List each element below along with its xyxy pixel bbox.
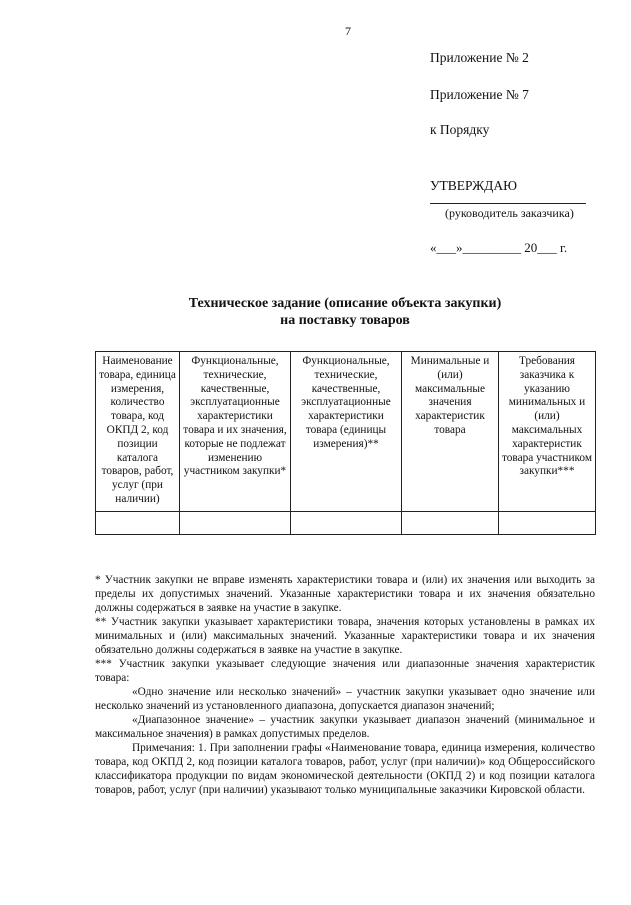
signature-line	[430, 203, 586, 204]
header-cell-name: Наименование товара, единица измерения, количество товара, код ОКПД 2, код позиции каталога товаров, работ, услуг (при наличии)	[96, 352, 180, 512]
note-3b: «Диапазонное значение» – участник закупки указывает диапазон значений (минимальное и максимальное значения) в рамках допустимых пределов.	[95, 714, 595, 740]
page-number: 7	[345, 24, 351, 38]
table-cell[interactable]	[402, 511, 499, 534]
note-2: ** Участник закупки указывает характеристики товара, значения которых установлены в рамках их минимальных и (или) максимальных значений. Указанные характеристики товара и их значения обязательно должны содержаться в заявке на участие в закупке.	[95, 616, 595, 656]
title-line-2: на поставку товаров	[280, 313, 410, 328]
note-1: * Участник закупки не вправе изменять характеристики товара и (или) их значения или выходить за пределы их допустимых значений. Указанные характеристики товара и их значения обязательно должны содержаться в заявке на участие в закупке.	[95, 574, 595, 614]
appendix-label-1: Приложение № 2	[430, 50, 529, 65]
appendix-label-2: Приложение № 7	[430, 87, 529, 102]
table-cell[interactable]	[499, 511, 596, 534]
header-cell-requirements: Требования заказчика к указанию минимальных и (или) максимальных характеристик товара участником закупки***	[499, 352, 596, 512]
table-cell[interactable]	[291, 511, 402, 534]
table-cell[interactable]	[96, 511, 180, 534]
note-3a: «Одно значение или несколько значений» – участник закупки указывает одно значение или несколько значений из установленного диапазона, допускается диапазон значений;	[95, 686, 595, 712]
header-cell-fixed-characteristics: Функциональные, технические, качественные, эксплуатационные характеристики товара и их значения, которые не подлежат изменению участником закупки*	[180, 352, 291, 512]
header-cell-min-max-values: Минимальные и (или) максимальные значения характеристик товара	[402, 352, 499, 512]
document-title	[150, 295, 540, 329]
table-row	[96, 511, 596, 534]
table-cell[interactable]	[180, 511, 291, 534]
approve-label: УТВЕРЖДАЮ	[430, 178, 518, 193]
approval-date-line: «___»_________ 20___ г.	[430, 240, 568, 255]
note-3: *** Участник закупки указывает следующие значения или диапазонные значения характеристик товара:	[95, 658, 595, 684]
notes-section	[95, 573, 595, 797]
spec-table	[95, 351, 596, 535]
title-line-1: Техническое задание (описание объекта закупки)	[188, 296, 502, 311]
table-header-row	[96, 352, 596, 512]
signatory-caption: (руководитель заказчика)	[445, 206, 574, 220]
remarks: Примечания: 1. При заполнении графы «Наименование товара, единица измерения, количество товара, код ОКПД 2, код позиции каталога товаров, работ, услуг (при наличии)» код Общероссийского классификатора продукции по видам экономической деятельности (ОКПД 2) и код позиции каталога товаров, работ, услуг (при наличии) указывают только муниципальные заказчики Кировской области.	[95, 742, 595, 796]
header-cell-characteristics: Функциональные, технические, качественные, эксплуатационные характеристики товара (единицы измерения)**	[291, 352, 402, 512]
order-reference: к Порядку	[430, 122, 490, 137]
